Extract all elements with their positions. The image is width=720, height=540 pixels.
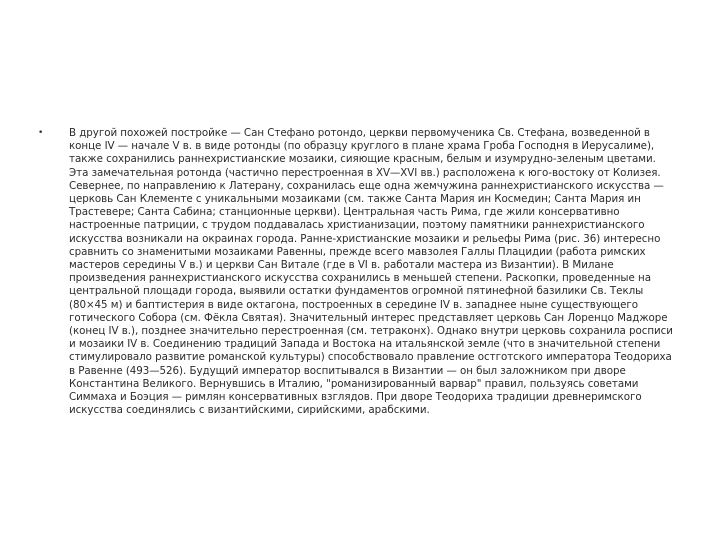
bullet-list-item <box>38 127 678 417</box>
body-paragraph: В другой похожей постройке — Сан Стефано ротондо, церкви первомученика Св. Стефана, возведенной в конце IV — начале V в. в виде ротонды (по образцу круглого в плане храма Гроба Господня в Иерусалиме), также сохранились раннехристианские мозаики, сияющие красным, белым и изумрудно-зеленым цветами. Эта замечательная ротонда (частично перестроенная в XV—XVI вв.) расположена к юго-востоку от Колизея. Севернее, по направлению к Латерану, сохранилась еще одна жемчужина раннехристианского искусства — церковь Сан Клементе с уникальными мозаиками (см. также Санта Мария ин Космедин; Санта Мария ин Трастевере; Санта Сабина; станционные церкви). Центральная часть Рима, где жили консервативно настроенные патриции, с трудом поддавалась христианизации, поэтому памятники раннехристианского искусства возникали на окраинах города. Ранне-христианские мозаики и рельефы Рима (рис. 36) интересно сравнить со знаменитыми мозаиками Равенны, прежде всего мавзолея Галлы Плацидии (работа римских мастеров середины V в.) и церкви Сан Витале (где в VI в. работали мастера из Византии). В Милане произведения раннехристианского искусства сохранились в меньшей степени. Раскопки, проведенные на центральной площади города, выявили остатки фундаментов огромной пятинефной базилики Св. Теклы (80×45 м) и баптистерия в виде октагона, построенных в середине IV в. западнее ныне существующего готического Собора (см. Фёкла Святая). Значительный интерес представляет церковь Сан Лоренцо Маджоре (конец IV в.), позднее значительно перестроенная (см. тетраконх). Однако внутри церковь сохранила росписи и мозаики IV в. Соединению традиций Запада и Востока на итальянской земле (что в значительной степени стимулировало развитие романской культуры) способствовало правление остготского императора Теодориха в Равенне (493—526). Будущий император воспитывался в Византии — он был заложником при дворе Константина Великого. Вернувшись в Италию, "романизированный варвар" правил, пользуясь советами Симмаха и Боэция — римлян консервативных взглядов. При дворе Теодориха традиции древнеримского искусства соединялись с византийскими, сирийскими, арабскими. <box>69 127 673 417</box>
bullet-icon: • <box>38 128 44 138</box>
